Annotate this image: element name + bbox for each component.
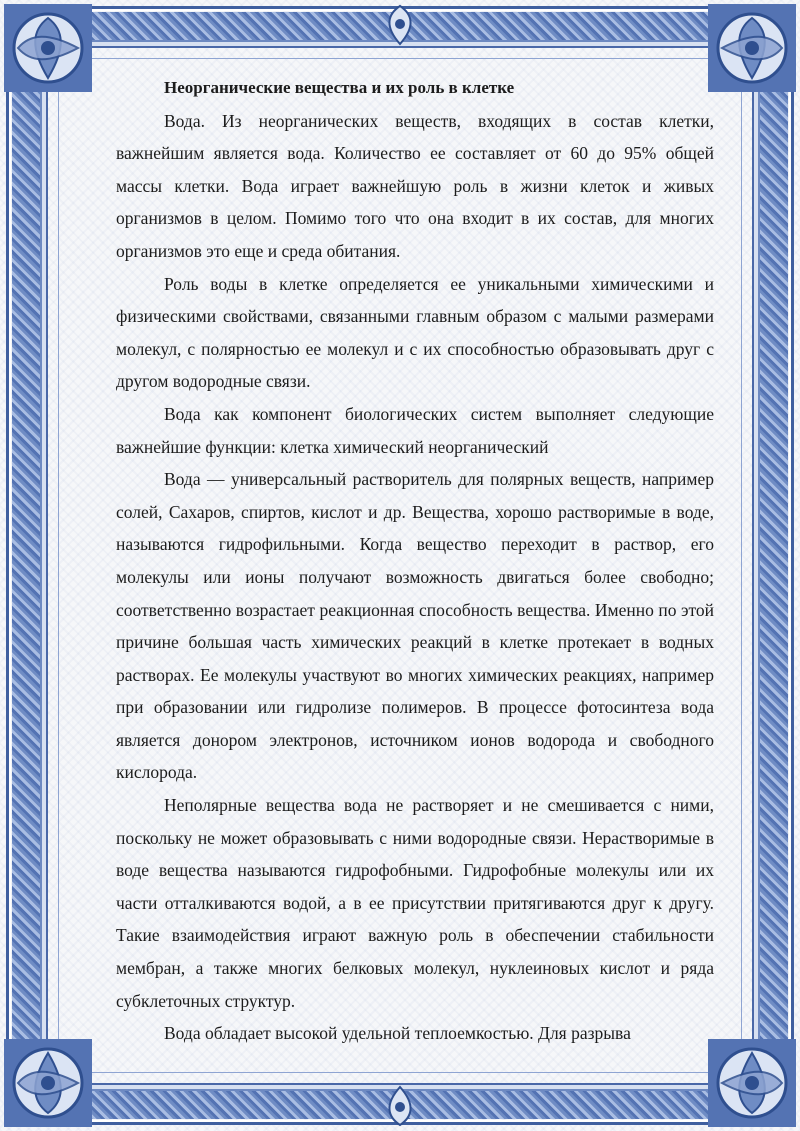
paragraph-3: Вода как компонент биологических систем выполняет следующие важнейшие функции: клетка химический неорганический <box>116 403 714 457</box>
paragraph-5: Неполярные вещества вода не растворяет и не смешивается с ними, поскольку не может образовывать с ними водородные связи. Нерастворимые в воде вещества называются гидрофобными. Гидрофобные молекулы или их части отталкиваются водой, а в ее присутствии притягиваются друг к другу. Такие взаимодействия играют важную роль в обеспечении стабильности мембран, а также многих белковых молекул, нуклеиновых кислот и ряда субклеточных структур. <box>116 795 714 1011</box>
corner-ornament-top-right <box>708 4 796 92</box>
paragraph-2: Роль воды в клетке определяется ее уникальными химическими и физическими свойствами, связанными главным образом с малыми размерами молекул, с полярностью ее молекул и с их способностью образовывать друг с другом водородные связи. <box>116 273 714 392</box>
corner-ornament-top-left <box>4 4 92 92</box>
document-body <box>116 72 714 1050</box>
corner-ornament-bottom-right <box>708 1039 796 1127</box>
paragraph-1: Вода. Из неорганических веществ, входящих в состав клетки, важнейшим является вода. Количество ее составляет от 60 до 95% общей массы клетки. Вода играет важнейшую роль в жизни клеток и живых организмов в целом. Помимо того что она входит в их состав, для многих организмов это еще и среда обитания. <box>116 110 714 261</box>
corner-ornament-bottom-left <box>4 1039 92 1127</box>
bottom-center-ornament <box>370 1083 430 1129</box>
document-title: Неорганические вещества и их роль в клетке <box>164 78 515 97</box>
top-center-ornament <box>370 2 430 48</box>
paragraph-4: Вода — универсальный растворитель для полярных веществ, например солей, Сахаров, спиртов, кислот и др. Вещества, хорошо растворимые в воде, называются гидрофильными. Когда вещество переходит в раствор, его молекулы или ионы получают возможность двигаться более свободно; соответственно возрастает реакционная способность вещества. Именно по этой причине большая часть химических реакций в клетке протекает в водных растворах. Ее молекулы участвуют во многих химических реакциях, например при образовании или гидролизе полимеров. В процессе фотосинтеза вода является донором электронов, источником ионов водорода и свободного кислорода. <box>116 469 714 783</box>
paragraph-6: Вода обладает высокой удельной теплоемкостью. Для разрыва <box>164 1023 631 1044</box>
